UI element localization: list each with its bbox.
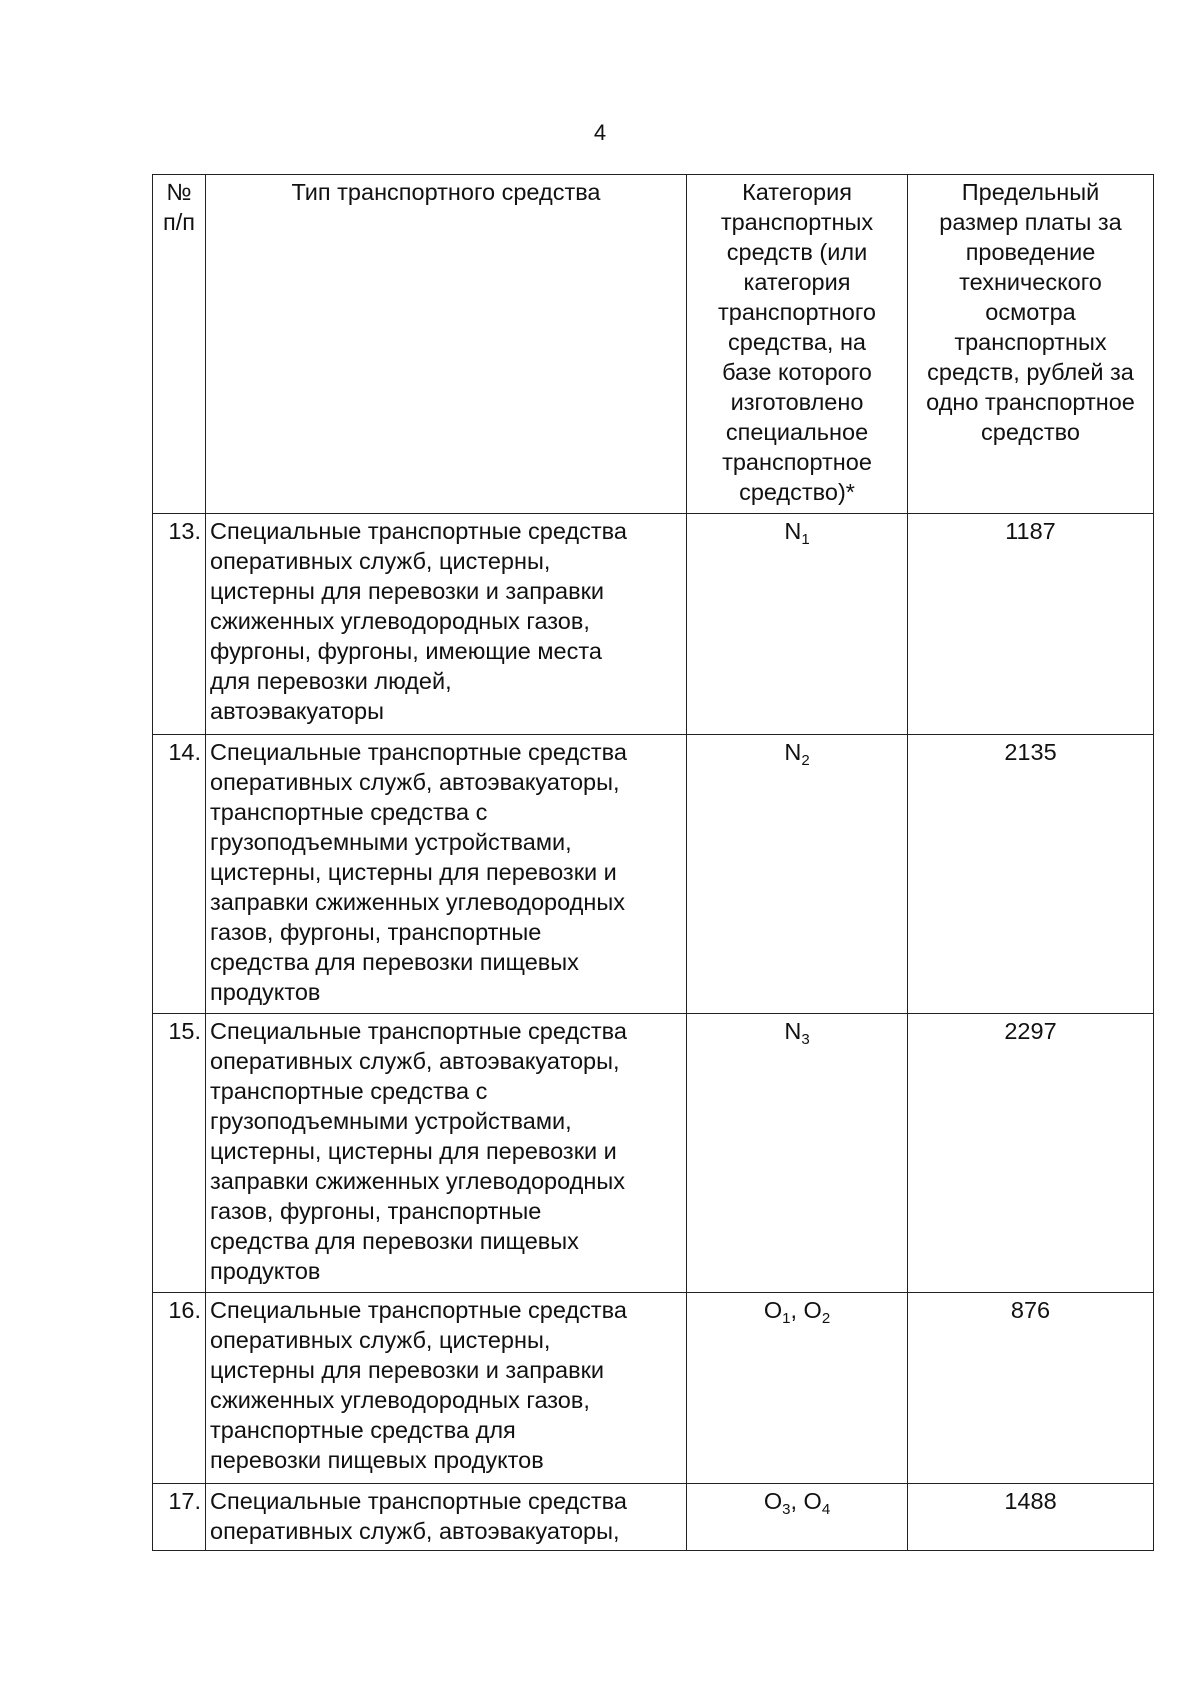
vehicle-type-line: оперативных служб, цистерны, bbox=[210, 1327, 551, 1353]
vehicle-type-line: автоэвакуаторы bbox=[210, 698, 385, 724]
category-code: O bbox=[803, 1488, 822, 1514]
table-row bbox=[153, 1293, 1154, 1484]
header-category-line: специальное bbox=[725, 419, 869, 445]
header-fee bbox=[908, 175, 1154, 514]
category-cell: $O_3$, $O_4$ bbox=[687, 1484, 908, 1551]
category-code: N bbox=[784, 739, 802, 765]
header-category-line: транспортного bbox=[718, 299, 876, 325]
vehicle-type-line: Специальные транспортные средства bbox=[210, 1488, 627, 1514]
vehicle-type-line: транспортные средства с bbox=[210, 1078, 488, 1104]
vehicle-type-line: грузоподъемными устройствами, bbox=[210, 1108, 572, 1134]
header-number bbox=[153, 175, 206, 514]
vehicle-type-line: Специальные транспортные средства bbox=[210, 1018, 627, 1044]
vehicle-type-line: оперативных служб, автоэвакуаторы, bbox=[210, 1518, 620, 1544]
header-category-line: категория bbox=[743, 269, 851, 295]
table-body bbox=[153, 514, 1154, 1551]
vehicle-inspection-fee-table bbox=[152, 174, 1154, 1551]
vehicle-type-line: для перевозки людей, bbox=[210, 668, 452, 694]
fee-cell: 2135 bbox=[908, 735, 1154, 1014]
category-subscript: 1 bbox=[801, 531, 810, 548]
vehicle-type-line: цистерны для перевозки и заправки bbox=[210, 1357, 604, 1383]
header-fee-line: транспортных bbox=[954, 329, 1107, 355]
header-fee-line: технического bbox=[959, 269, 1102, 295]
vehicle-type-line: грузоподъемными устройствами, bbox=[210, 829, 572, 855]
table-row bbox=[153, 735, 1154, 1014]
vehicle-type-line: транспортные средства с bbox=[210, 799, 488, 825]
header-fee-line: размер платы за bbox=[939, 209, 1122, 235]
vehicle-type-line: газов, фургоны, транспортные bbox=[210, 919, 542, 945]
vehicle-type-line: цистерны, цистерны для перевозки и bbox=[210, 859, 617, 885]
header-vehicle-type bbox=[206, 175, 687, 514]
fee-cell: 876 bbox=[908, 1293, 1154, 1484]
header-category-line: транспортное bbox=[722, 449, 872, 475]
header-category-line: Категория bbox=[742, 179, 852, 205]
header-category-line: средства, на bbox=[728, 329, 866, 355]
fee-cell: 2297 bbox=[908, 1014, 1154, 1293]
header-fee-line: средств, рублей за bbox=[927, 359, 1134, 385]
vehicle-type-line: транспортные средства для bbox=[210, 1417, 516, 1443]
vehicle-type-line: заправки сжиженных углеводородных bbox=[210, 1168, 626, 1194]
header-category-line: средств (или bbox=[726, 239, 868, 265]
vehicle-type-line: цистерны, цистерны для перевозки и bbox=[210, 1138, 617, 1164]
vehicle-type-line: Специальные транспортные средства bbox=[210, 1297, 627, 1323]
vehicle-type-cell bbox=[206, 514, 687, 735]
row-number: 15. bbox=[153, 1014, 206, 1293]
table-row bbox=[153, 1484, 1154, 1551]
header-vehicle-type-text: Тип транспортного средства bbox=[291, 179, 601, 205]
fee-cell: 1187 bbox=[908, 514, 1154, 735]
category-code: O bbox=[763, 1297, 783, 1323]
vehicle-type-cell bbox=[206, 1014, 687, 1293]
header-fee-line: Предельный bbox=[961, 179, 1100, 205]
header-category bbox=[687, 175, 908, 514]
vehicle-type-line: цистерны для перевозки и заправки bbox=[210, 578, 604, 604]
fee-cell: 1488 bbox=[908, 1484, 1154, 1551]
vehicle-type-line: оперативных служб, автоэвакуаторы, bbox=[210, 1048, 620, 1074]
vehicle-type-line: перевозки пищевых продуктов bbox=[210, 1447, 544, 1473]
header-fee-line: проведение bbox=[965, 239, 1096, 265]
header-category-line: изготовлено bbox=[730, 389, 864, 415]
category-subscript: 3 bbox=[801, 1031, 810, 1048]
vehicle-type-line: продуктов bbox=[210, 1258, 321, 1284]
vehicle-type-line: средства для перевозки пищевых bbox=[210, 1228, 579, 1254]
header-fee-line: осмотра bbox=[985, 299, 1076, 325]
vehicle-type-line: заправки сжиженных углеводородных bbox=[210, 889, 626, 915]
category-subscript: 2 bbox=[821, 1310, 831, 1327]
header-category-line: средство)* bbox=[739, 479, 855, 505]
vehicle-type-line: фургоны, фургоны, имеющие места bbox=[210, 638, 602, 664]
table-header-row bbox=[153, 175, 1154, 514]
header-fee-line: одно транспортное bbox=[926, 389, 1135, 415]
category-cell bbox=[687, 514, 908, 735]
table-row bbox=[153, 1014, 1154, 1293]
vehicle-type-line: газов, фургоны, транспортные bbox=[210, 1198, 542, 1224]
header-fee-line: средство bbox=[981, 419, 1080, 445]
row-number: 13. bbox=[153, 514, 206, 735]
category-cell bbox=[687, 1014, 908, 1293]
vehicle-type-line: продуктов bbox=[210, 979, 321, 1005]
vehicle-type-line: оперативных служб, цистерны, bbox=[210, 548, 551, 574]
vehicle-type-line: оперативных служб, автоэвакуаторы, bbox=[210, 769, 620, 795]
header-number-line: п/п bbox=[163, 209, 195, 235]
row-number: 14. bbox=[153, 735, 206, 1014]
category-code: O bbox=[763, 1488, 783, 1514]
header-category-line: базе которого bbox=[722, 359, 872, 385]
category-code: O bbox=[803, 1297, 822, 1323]
category-code: N bbox=[784, 1018, 802, 1044]
category-cell bbox=[687, 735, 908, 1014]
category-subscript: 4 bbox=[821, 1501, 831, 1518]
vehicle-type-line: средства для перевозки пищевых bbox=[210, 949, 579, 975]
header-number-line: № bbox=[166, 179, 192, 205]
vehicle-type-line: Специальные транспортные средства bbox=[210, 739, 627, 765]
vehicle-type-line: Специальные транспортные средства bbox=[210, 518, 627, 544]
vehicle-type-line: сжиженных углеводородных газов, bbox=[210, 608, 590, 634]
category-subscript: 1 bbox=[782, 1310, 791, 1327]
header-category-line: транспортных bbox=[720, 209, 874, 235]
category-subscript: 2 bbox=[801, 752, 810, 769]
category-cell: $O_1$, $O_2$ bbox=[687, 1293, 908, 1484]
page-number: 4 bbox=[593, 120, 607, 145]
row-number: 17. bbox=[153, 1484, 206, 1551]
category-subscript: 3 bbox=[782, 1501, 791, 1518]
vehicle-type-cell bbox=[206, 1484, 687, 1551]
table-row bbox=[153, 514, 1154, 735]
category-code: N bbox=[784, 518, 802, 544]
vehicle-type-cell bbox=[206, 1293, 687, 1484]
vehicle-type-cell bbox=[206, 735, 687, 1014]
vehicle-type-line: сжиженных углеводородных газов, bbox=[210, 1387, 590, 1413]
row-number: 16. bbox=[153, 1293, 206, 1484]
